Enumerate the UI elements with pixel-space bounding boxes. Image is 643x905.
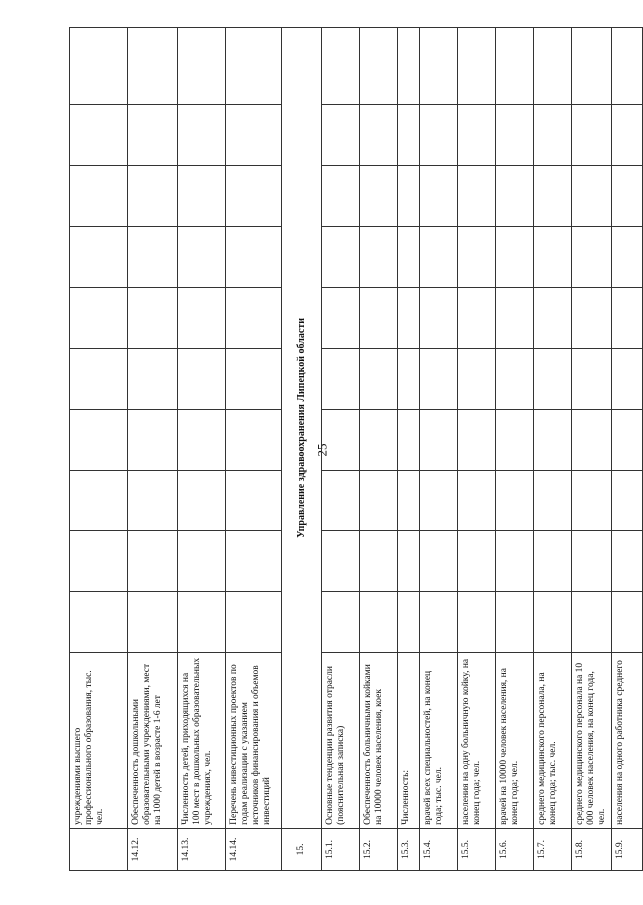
value-cell xyxy=(572,470,612,531)
value-cell xyxy=(420,166,458,227)
value-cell xyxy=(458,166,496,227)
value-cell xyxy=(534,348,572,409)
value-cell xyxy=(226,287,282,348)
section-row xyxy=(282,28,322,871)
value-cell xyxy=(420,348,458,409)
value-cell xyxy=(458,592,496,653)
value-cell xyxy=(572,105,612,166)
value-cell xyxy=(70,227,128,288)
value-cell xyxy=(611,166,642,227)
value-cell xyxy=(322,227,360,288)
value-cell xyxy=(611,592,642,653)
indicator-name: врачей на 10000 человек населения, на конец года; чел. xyxy=(496,653,534,829)
table-row xyxy=(128,28,178,871)
value-cell xyxy=(611,287,642,348)
value-cell xyxy=(534,227,572,288)
value-cell xyxy=(458,470,496,531)
value-cell xyxy=(70,166,128,227)
row-number: 15.8. xyxy=(572,828,612,870)
value-cell xyxy=(70,592,128,653)
value-cell xyxy=(534,409,572,470)
value-cell xyxy=(534,105,572,166)
value-cell xyxy=(398,470,420,531)
value-cell xyxy=(458,105,496,166)
table-row xyxy=(611,28,642,871)
indicator-name: Численность детей, приходящихся на 100 мест в дошкольных образовательных учреждениях, чел. xyxy=(178,653,226,829)
value-cell xyxy=(226,105,282,166)
value-cell xyxy=(398,348,420,409)
indicators-table xyxy=(69,27,643,871)
value-cell xyxy=(226,409,282,470)
value-cell xyxy=(322,592,360,653)
value-cell xyxy=(496,166,534,227)
value-cell xyxy=(398,531,420,592)
value-cell xyxy=(70,470,128,531)
table-row xyxy=(226,28,282,871)
value-cell xyxy=(322,166,360,227)
row-number: 15.9. xyxy=(611,828,642,870)
value-cell xyxy=(128,227,178,288)
value-cell xyxy=(360,348,398,409)
value-cell xyxy=(496,531,534,592)
value-cell xyxy=(496,409,534,470)
value-cell xyxy=(178,409,226,470)
value-cell xyxy=(611,348,642,409)
value-cell xyxy=(360,409,398,470)
value-cell xyxy=(322,470,360,531)
value-cell xyxy=(398,287,420,348)
row-number: 15.6. xyxy=(496,828,534,870)
value-cell xyxy=(178,470,226,531)
value-cell xyxy=(322,348,360,409)
indicator-name: населения на одну больничную койку, на конец года; чел. xyxy=(458,653,496,829)
value-cell xyxy=(611,409,642,470)
value-cell xyxy=(398,105,420,166)
value-cell xyxy=(611,470,642,531)
value-cell xyxy=(458,227,496,288)
value-cell xyxy=(322,105,360,166)
value-cell xyxy=(128,470,178,531)
value-cell xyxy=(534,592,572,653)
value-cell xyxy=(226,28,282,105)
value-cell xyxy=(458,531,496,592)
value-cell xyxy=(226,531,282,592)
row-number: 15.2. xyxy=(360,828,398,870)
value-cell xyxy=(360,28,398,105)
table-row xyxy=(420,28,458,871)
value-cell xyxy=(534,166,572,227)
value-cell xyxy=(128,166,178,227)
row-number: 15.3. xyxy=(398,828,420,870)
value-cell xyxy=(322,409,360,470)
value-cell xyxy=(496,592,534,653)
value-cell xyxy=(128,105,178,166)
value-cell xyxy=(398,592,420,653)
value-cell xyxy=(534,287,572,348)
value-cell xyxy=(70,409,128,470)
value-cell xyxy=(398,28,420,105)
value-cell xyxy=(420,28,458,105)
value-cell xyxy=(572,287,612,348)
value-cell xyxy=(611,28,642,105)
value-cell xyxy=(611,531,642,592)
value-cell xyxy=(226,227,282,288)
value-cell xyxy=(420,287,458,348)
value-cell xyxy=(178,227,226,288)
row-number: 15.5. xyxy=(458,828,496,870)
value-cell xyxy=(572,166,612,227)
table-row xyxy=(178,28,226,871)
indicator-name: среднего медицинского персонала на 10 000 человек населения, на конец года, чел. xyxy=(572,653,612,829)
rotated-table-container xyxy=(69,27,625,871)
indicator-name: учреждениями высшего профессионального образования, тыс. чел. xyxy=(70,653,128,829)
value-cell xyxy=(360,166,398,227)
value-cell xyxy=(128,28,178,105)
value-cell xyxy=(128,592,178,653)
value-cell xyxy=(572,348,612,409)
value-cell xyxy=(226,470,282,531)
value-cell xyxy=(360,531,398,592)
value-cell xyxy=(572,227,612,288)
table-row xyxy=(70,28,128,871)
page-number: 25 xyxy=(314,443,330,457)
value-cell xyxy=(458,287,496,348)
value-cell xyxy=(572,531,612,592)
row-number: 15.1. xyxy=(322,828,360,870)
value-cell xyxy=(496,105,534,166)
value-cell xyxy=(572,409,612,470)
value-cell xyxy=(398,166,420,227)
indicator-name: врачей всех специальностей, на конец года; тыс. чел. xyxy=(420,653,458,829)
indicator-name: Обеспеченность больничными койками на 10000 человек населения, коек xyxy=(360,653,398,829)
value-cell xyxy=(128,287,178,348)
section-title: Управление здравоохранения Липецкой области xyxy=(282,28,322,829)
value-cell xyxy=(360,287,398,348)
value-cell xyxy=(226,166,282,227)
value-cell xyxy=(496,470,534,531)
value-cell xyxy=(178,348,226,409)
value-cell xyxy=(70,287,128,348)
row-number: 14.13. xyxy=(178,828,226,870)
value-cell xyxy=(458,348,496,409)
indicator-name: Обеспеченность дошкольными образовательными учреждениями, мест на 1000 детей в возрасте 1-6 лет xyxy=(128,653,178,829)
indicator-name: Численность: xyxy=(398,653,420,829)
value-cell xyxy=(178,105,226,166)
row-number: 14.14. xyxy=(226,828,282,870)
value-cell xyxy=(178,28,226,105)
value-cell xyxy=(398,409,420,470)
value-cell xyxy=(70,28,128,105)
indicator-name: среднего медицинского персонала, на конец года; тыс. чел. xyxy=(534,653,572,829)
value-cell xyxy=(322,287,360,348)
value-cell xyxy=(420,531,458,592)
value-cell xyxy=(360,470,398,531)
value-cell xyxy=(534,531,572,592)
row-number: 15. xyxy=(282,828,322,870)
value-cell xyxy=(178,166,226,227)
value-cell xyxy=(70,105,128,166)
value-cell xyxy=(611,105,642,166)
row-number: 15.4. xyxy=(420,828,458,870)
table-row xyxy=(572,28,612,871)
value-cell xyxy=(572,28,612,105)
table-row xyxy=(496,28,534,871)
value-cell xyxy=(534,470,572,531)
table-row xyxy=(534,28,572,871)
value-cell xyxy=(496,227,534,288)
indicator-name: Перечень инвестиционных проектов по годам реализации с указанием источников финансирования и объемов инвестиций xyxy=(226,653,282,829)
value-cell xyxy=(611,227,642,288)
table-row xyxy=(360,28,398,871)
indicator-name: Основные тенденции развития отрасли (пояснительная записка) xyxy=(322,653,360,829)
value-cell xyxy=(458,28,496,105)
value-cell xyxy=(322,28,360,105)
value-cell xyxy=(226,592,282,653)
value-cell xyxy=(496,348,534,409)
table-row xyxy=(458,28,496,871)
value-cell xyxy=(572,592,612,653)
value-cell xyxy=(420,592,458,653)
value-cell xyxy=(128,531,178,592)
table-row xyxy=(398,28,420,871)
value-cell xyxy=(420,227,458,288)
value-cell xyxy=(534,28,572,105)
value-cell xyxy=(322,531,360,592)
value-cell xyxy=(226,348,282,409)
row-number: 14.12. xyxy=(128,828,178,870)
row-number xyxy=(70,828,128,870)
value-cell xyxy=(496,287,534,348)
row-number: 15.7. xyxy=(534,828,572,870)
table-row xyxy=(322,28,360,871)
value-cell xyxy=(178,531,226,592)
value-cell xyxy=(178,287,226,348)
value-cell xyxy=(360,227,398,288)
value-cell xyxy=(128,409,178,470)
value-cell xyxy=(458,409,496,470)
value-cell xyxy=(70,348,128,409)
value-cell xyxy=(178,592,226,653)
indicator-name: населения на одного работника среднего xyxy=(611,653,642,829)
value-cell xyxy=(420,470,458,531)
value-cell xyxy=(398,227,420,288)
value-cell xyxy=(128,348,178,409)
value-cell xyxy=(70,531,128,592)
value-cell xyxy=(360,105,398,166)
value-cell xyxy=(360,592,398,653)
value-cell xyxy=(420,409,458,470)
value-cell xyxy=(496,28,534,105)
value-cell xyxy=(420,105,458,166)
